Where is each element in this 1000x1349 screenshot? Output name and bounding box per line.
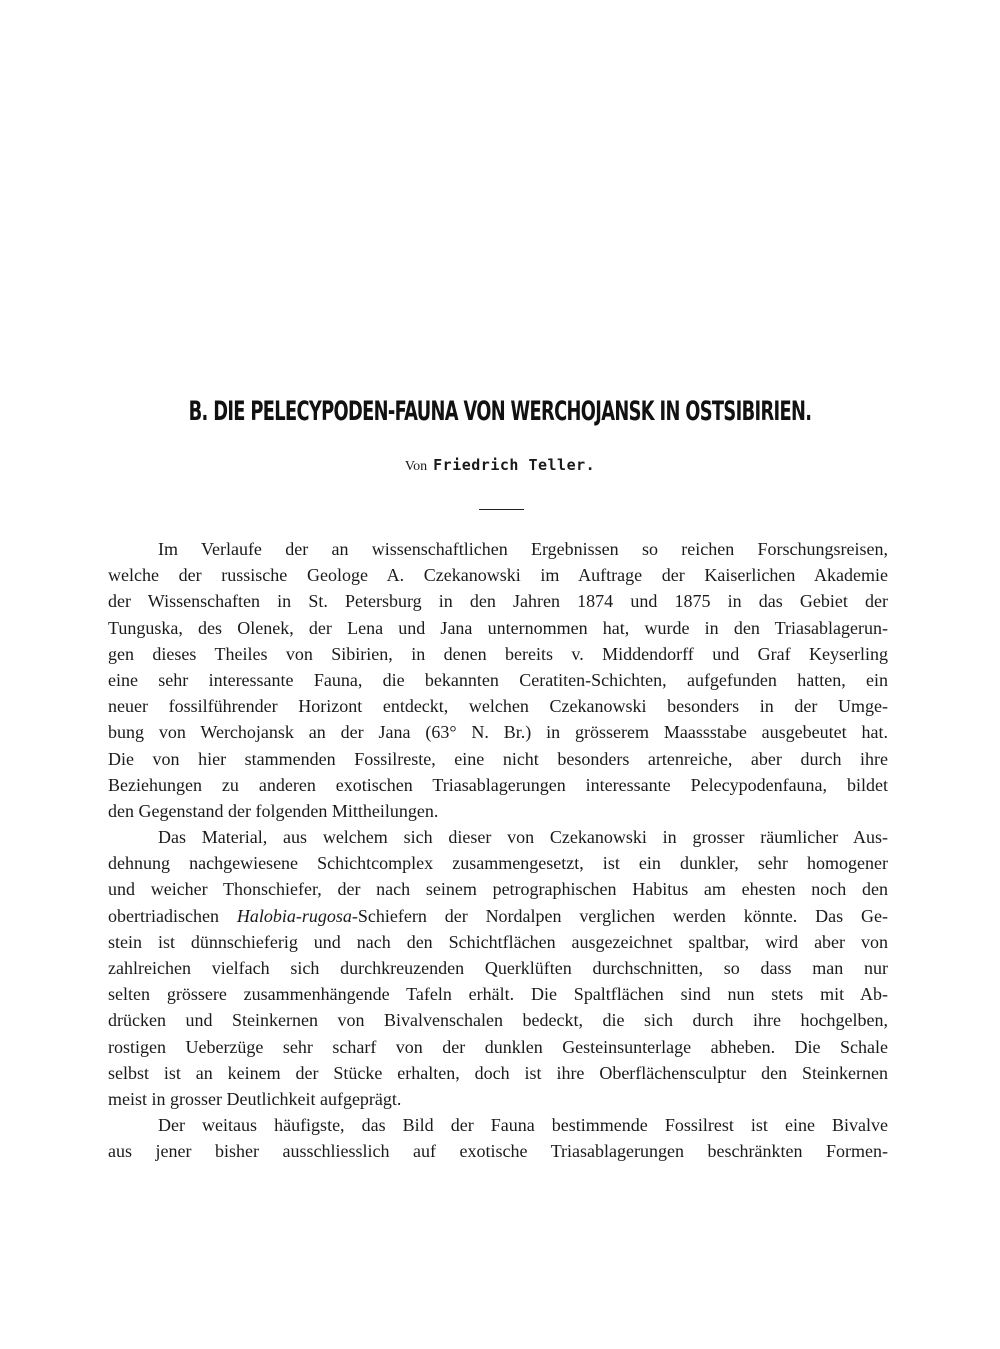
text-line: Tunguska, des Olenek, der Lena und Jana unternommen hat, wurde in den Triasablagerun- (108, 617, 888, 638)
text-line: Die von hier stammenden Fossilreste, eine nicht besonders artenreiche, aber durch ihre (108, 748, 888, 769)
text-line: bung von Werchojansk an der Jana (63° N. Br.) in grösserem Maassstabe ausgebeutet hat. (108, 722, 888, 743)
text-line: aus jener bisher ausschliesslich auf exotische Triasablagerungen beschränkten Formen- (108, 1141, 888, 1162)
text-line: neuer fossilführender Horizont entdeckt, welchen Czekanowski besonders in der Umge- (108, 696, 888, 717)
text-line: Beziehungen zu anderen exotischen Triasablagerungen interessante Pelecypodenfauna, bildet (108, 774, 888, 795)
byline-von: Von (404, 459, 428, 474)
text-line: und weicher Thonschiefer, der nach seinem petrographischen Habitus am ehesten noch den (108, 879, 888, 900)
text-line: zahlreichen vielfach sich durchkreuzenden Querklüften durchschnitten, so dass man nur (108, 958, 888, 978)
text-line: gen dieses Theiles von Sibirien, in denen bereits v. Middendorff und Graf Keyserling (108, 643, 888, 664)
text-segment: -Schiefern der Nordalpen verglichen werden könnte. Das Ge- (351, 905, 888, 926)
byline (0, 456, 1000, 475)
text-segment: obertriadischen (108, 905, 237, 926)
text-line: Das Material, aus welchem sich dieser von Czekanowski in grosser räumlicher Aus- (158, 827, 888, 848)
italic-term: Halobia-rugosa (236, 905, 352, 926)
page-title: B. DIE PELECYPODEN-FAUNA VON WERCHOJANSK IN OSTSIBIRIEN. (188, 396, 812, 427)
text-line: der Wissenschaften in St. Petersburg in den Jahren 1874 und 1875 in das Gebiet der (108, 591, 888, 612)
title-divider (479, 509, 524, 510)
text-line: Der weitaus häufigste, das Bild der Fauna bestimmende Fossilrest ist eine Bivalve (158, 1115, 888, 1136)
text-line: stein ist dünnschieferig und nach den Schichtflächen ausgezeichnet spaltbar, wird aber von (108, 931, 888, 952)
body-text (108, 536, 888, 1165)
text-line: selbst ist an keinem der Stücke erhalten, doch ist ihre Oberflächensculptur den Steinkernen (108, 1062, 888, 1083)
text-line: rostigen Ueberzüge sehr scharf von der dunklen Gesteinsunterlage abheben. Die Schale (108, 1036, 888, 1057)
text-line: den Gegenstand der folgenden Mittheilungen. (108, 800, 439, 821)
text-line: eine sehr interessante Fauna, die bekannten Ceratiten-Schichten, aufgefunden hatten, ein (108, 669, 888, 690)
text-line: drücken und Steinkernen von Bivalvenschalen bedeckt, die sich durch ihre hochgelben, (108, 1010, 888, 1031)
text-line: dehnung nachgewiesene Schichtcomplex zusammengesetzt, ist ein dunkler, sehr homogener (108, 853, 888, 874)
text-line: meist in grosser Deutlichkeit aufgeprägt. (108, 1088, 402, 1109)
text-line-with-italic (108, 903, 888, 929)
text-line: Im Verlaufe der an wissenschaftlichen Ergebnissen so reichen Forschungsreisen, (158, 539, 888, 559)
text-line: welche der russische Geologe A. Czekanowski im Auftrage der Kaiserlichen Akademie (108, 565, 888, 586)
text-line: selten grössere zusammenhängende Tafeln erhält. Die Spaltflächen sind nun stets mit Ab- (108, 984, 888, 1005)
byline-author: Friedrich Teller. (433, 456, 596, 474)
